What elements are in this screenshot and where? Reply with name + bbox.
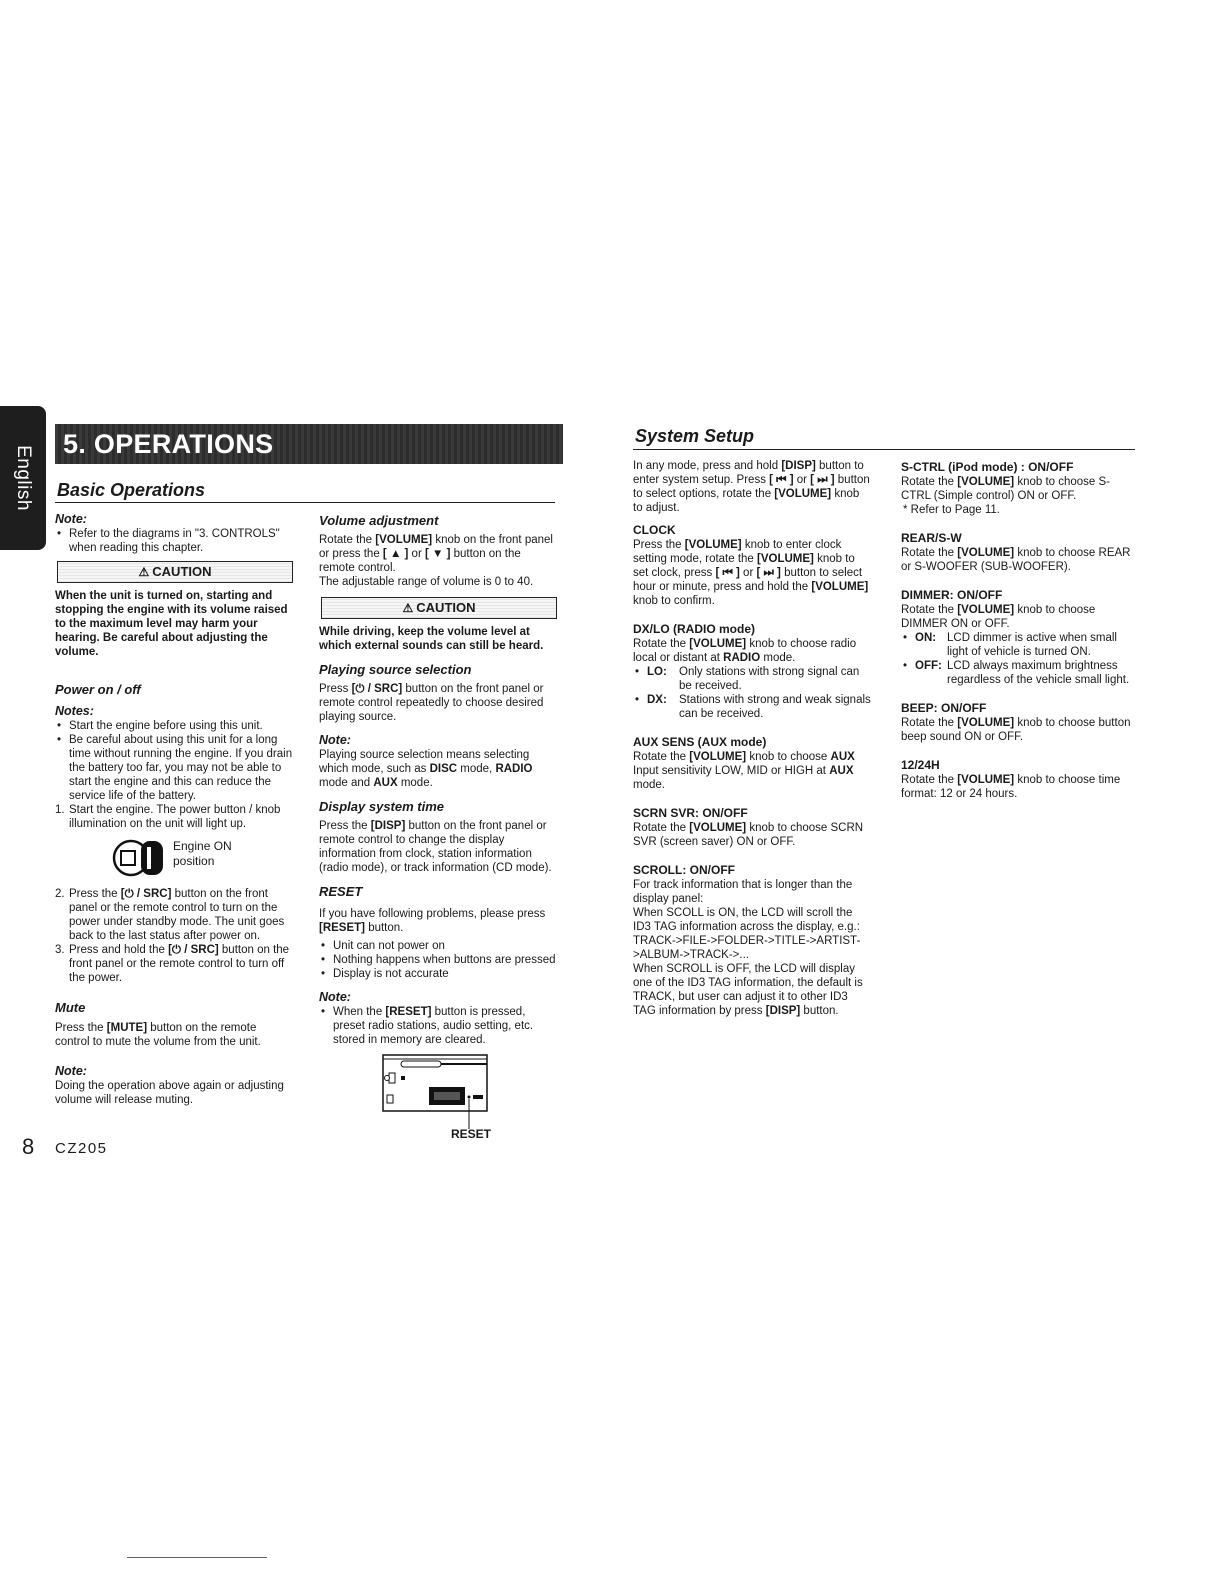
clock-heading: CLOCK [633, 523, 676, 537]
reset-item: • Nothing happens when buttons are pressed [319, 953, 557, 967]
step-item: 1. Start the engine. The power button / knob illumination on the unit will light up. [55, 804, 281, 830]
caution-text: When the unit is turned on, starting and stopping the engine with its volume raised to the maximum level may harm your hearing. Be careful about adjusting the volume. [55, 590, 288, 658]
column-1 [55, 511, 293, 1107]
notes-item: • Be careful about using this unit for a long time without running the engine. If you drain the battery too far, you may not be able to start the engine and this can reduce the service life of the battery. [55, 733, 293, 803]
setup-intro: In any mode, press and hold [DISP] button to enter system setup. Press [ ⏮ ] or [ ⏭ ] button to select options, rotate the [VOLUME] knob to adjust. [633, 460, 870, 514]
note-heading: Note: [319, 990, 351, 1004]
note-heading: Note: [55, 512, 87, 526]
playing-source-text: Press [⏻ / SRC] button on the front panel or remote control repeatedly to choose desired playing source. [319, 683, 544, 723]
caution-box [57, 561, 293, 583]
display-time-text: Press the [DISP] button on the front panel or remote control to change the display information from clock, station information (radio mode), or track information (CD mode). [319, 820, 552, 874]
step-item: 2. Press the [⏻ / SRC] button on the front panel or the remote control to turn on the power under standby mode. The unit goes back to the last status after power on. [55, 888, 285, 942]
scroll-heading: SCROLL: ON/OFF [633, 863, 735, 877]
caution-label: CAUTION [152, 564, 212, 579]
reset-label: RESET [451, 1127, 492, 1141]
bottom-link-line [127, 1557, 267, 1558]
scroll-text: When SCROLL is OFF, the LCD will display one of the ID3 TAG information, the default is TRACK, but user can adjust it to other ID3 TAG information by press [DISP] button. [633, 963, 863, 1017]
note-heading: Note: [55, 1064, 87, 1078]
step-item: 3. Press and hold the [⏻ / SRC] button on the front panel or the remote control to turn off the power. [55, 944, 290, 984]
dimmer-text: Rotate the [VOLUME] knob to choose DIMMER ON or OFF. [901, 604, 1096, 630]
display-time-heading: Display system time [319, 799, 445, 814]
scroll-text: When SCOLL is ON, the LCD will scroll the ID3 TAG information across the display, e.g.: TRACK->FILE->FOLDER->TITLE->ARTIST->ALBUM->TRACK->... [633, 907, 861, 961]
caution-label: CAUTION [416, 600, 476, 615]
dxlo-text: Rotate the [VOLUME] knob to choose radio local or distant at RADIO mode. [633, 638, 857, 664]
scrn-text: Rotate the [VOLUME] knob to choose SCRN SVR (screen saver) ON or OFF. [633, 822, 864, 848]
language-tab-label: English [13, 445, 34, 511]
caution-label-wrap [139, 564, 212, 580]
definition-item: • LO: Only stations with strong signal can be received. [633, 665, 871, 693]
rear-heading: REAR/S-W [901, 531, 962, 545]
beep-text: Rotate the [VOLUME] knob to choose button beep sound ON or OFF. [901, 717, 1131, 743]
format-text: Rotate the [VOLUME] knob to choose time format: 12 or 24 hours. [901, 774, 1121, 800]
warning-triangle-icon: ⚠ [138, 565, 150, 579]
volume-range-text: The adjustable range of volume is 0 to 40. [319, 576, 534, 588]
dxlo-heading: DX/LO (RADIO mode) [633, 622, 755, 636]
definition-item: • DX: Stations with strong and weak signals can be received. [633, 693, 871, 721]
column-4 [901, 460, 1139, 801]
notes-heading: Notes: [55, 704, 94, 718]
dimmer-heading: DIMMER: ON/OFF [901, 588, 1003, 602]
reset-text: If you have following problems, please press [RESET] button. [319, 908, 546, 934]
front-panel-diagram [379, 1051, 491, 1131]
format-heading: 12/24H [901, 758, 940, 772]
reset-heading: RESET [319, 884, 363, 899]
ignition-key-icon [111, 837, 169, 879]
language-tab [0, 406, 46, 550]
reset-item: • Unit can not power on [319, 939, 557, 953]
caution-text: While driving, keep the volume level at which external sounds can still be heard. [319, 626, 544, 652]
section-rule-basic [55, 502, 555, 503]
chapter-title: 5. OPERATIONS [63, 429, 274, 459]
notes-item: • Start the engine before using this unit. [55, 719, 293, 733]
note-item: • Refer to the diagrams in "3. CONTROLS" when reading this chapter. [55, 527, 293, 555]
section-title-system-setup: System Setup [635, 426, 755, 446]
clock-text: Press the [VOLUME] knob to enter clock setting mode, rotate the [VOLUME] knob to set clock, press [ ⏮ ] or [ ⏭ ] button to select hour or minute, press and hold the [VOLUME] knob to confirm. [633, 539, 869, 607]
section-rule-system-setup [633, 449, 1135, 450]
volume-heading: Volume adjustment [319, 513, 439, 528]
engine-label: Engine ON position [173, 839, 232, 868]
warning-triangle-icon: ⚠ [402, 601, 414, 615]
mute-text: Press the [MUTE] button on the remote control to mute the volume from the unit. [55, 1022, 261, 1048]
scroll-text: For track information that is longer than the display panel: [633, 879, 853, 905]
note-text: Doing the operation above again or adjusting volume will release muting. [55, 1080, 284, 1106]
aux-text: Rotate the [VOLUME] knob to choose AUX Input sensitivity LOW, MID or HIGH at AUX mode. [633, 751, 855, 791]
section-title-basic: Basic Operations [57, 480, 206, 500]
scrn-heading: SCRN SVR: ON/OFF [633, 806, 748, 820]
sctrl-text: Rotate the [VOLUME] knob to choose S-CTRL (Simple control) ON or OFF. [901, 476, 1111, 502]
column-3 [633, 459, 871, 1018]
reset-figure [319, 1047, 557, 1141]
note-text: • When the [RESET] button is pressed, preset radio stations, audio setting, etc. stored in memory are cleared. [319, 1005, 557, 1047]
rear-text: Rotate the [VOLUME] knob to choose REAR or S-WOOFER (SUB-WOOFER). [901, 547, 1131, 573]
chapter-banner [55, 424, 563, 464]
power-heading: Power on / off [55, 682, 141, 697]
beep-heading: BEEP: ON/OFF [901, 701, 987, 715]
caution-box [321, 597, 557, 619]
volume-text: Rotate the [VOLUME] knob on the front panel or press the [ ▲ ] or [ ▼ ] button on the remote control. [319, 534, 553, 574]
playing-source-heading: Playing source selection [319, 662, 472, 677]
model-name: CZ205 [55, 1140, 108, 1157]
engine-key-figure [55, 831, 293, 887]
note-text: Playing source selection means selecting which mode, such as DISC mode, RADIO mode and AUX mode. [319, 749, 533, 789]
mute-heading: Mute [55, 1000, 86, 1015]
sctrl-ref: * Refer to Page 11. [903, 504, 1000, 516]
column-2 [319, 512, 557, 1141]
caution-label-wrap [403, 600, 476, 616]
aux-heading: AUX SENS (AUX mode) [633, 735, 767, 749]
definition-item: • ON: LCD dimmer is active when small light of vehicle is turned ON. [901, 631, 1139, 659]
note-heading: Note: [319, 733, 351, 747]
reset-item: • Display is not accurate [319, 967, 557, 981]
definition-item: • OFF: LCD always maximum brightness regardless of the vehicle small light. [901, 659, 1139, 687]
page-number: 8 [22, 1134, 35, 1159]
sctrl-heading: S-CTRL (iPod mode) : ON/OFF [901, 460, 1074, 474]
